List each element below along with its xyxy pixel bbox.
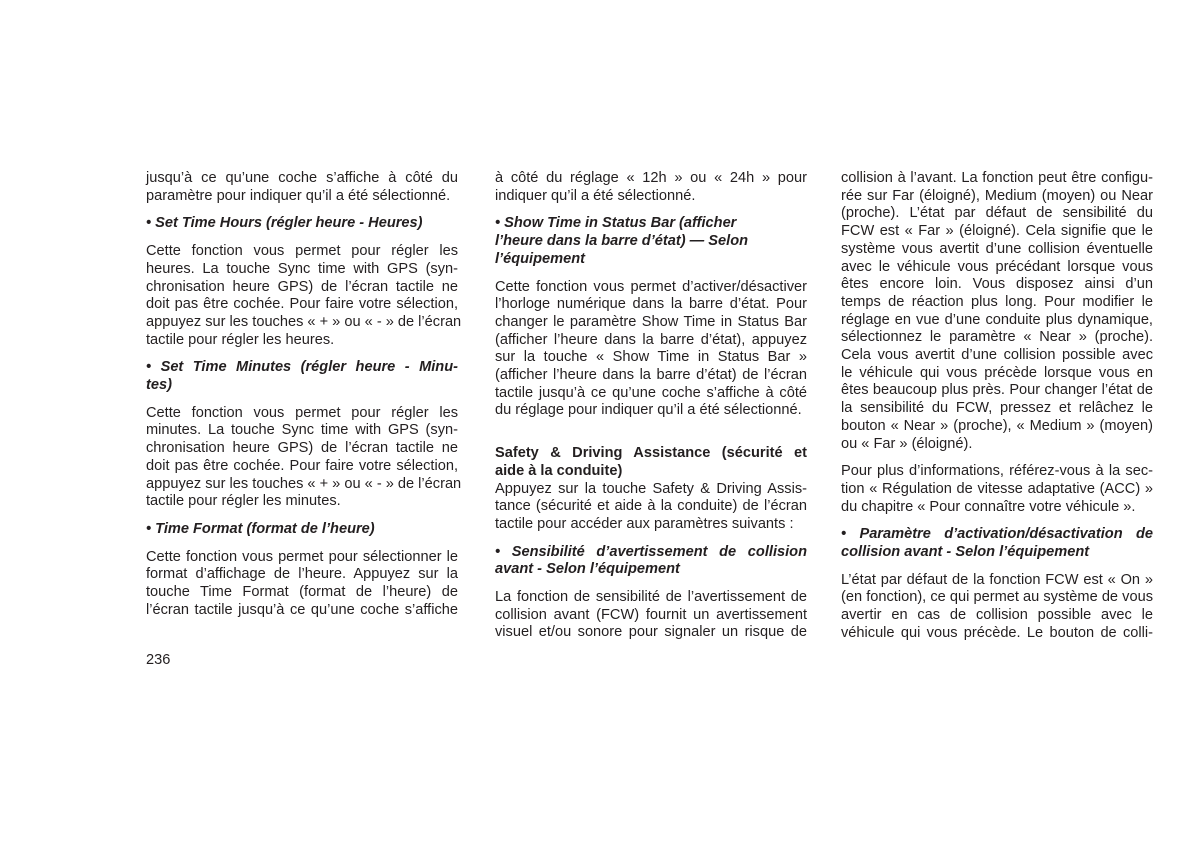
paragraph: Pour plus d’informations, référez-vous à la sec- tion « Régulation de vitesse adaptative (ACC) » du chapitre « Pour connaître votre véhicule ». — [841, 463, 1153, 515]
paragraph: collision à l’avant. La fonction peut être configu- rée sur Far (éloigné), Medium (moyen) ou Near (proche). L’état par défaut de sensibilité du FCW est « Far » (éloigné). Cela signifie que le système vous avertit d’une collision éventuelle avec le véhicule vous précédant lorsque vous êtes encore loin. Vous disposez ainsi d’un temps de réaction plus long. Pour modifier le réglage en vue d’une conduite plus dynamique, sélectionnez le paramètre « Near » (proche). Cela vous avertit d’une collision possible avec le véhicule qui vous précède lorsque vous en êtes beaucoup plus près. Pour changer l’état de la sensibilité du FCW, pressez et relâchez le bouton « Near » (proche), « Medium » (moyen) ou « Far » (éloigné). — [841, 170, 1153, 452]
column-3 — [841, 170, 1153, 643]
paragraph: Cette fonction vous permet d’activer/désactiver l’horloge numérique dans la barre d’état. Pour changer le paramètre Show Time in Status Bar (afficher l’heure dans la barre d’état), appuyez sur la touche « Show Time in Status Bar » (afficher l’heure dans la barre d’état) de l’écran tactile jusqu’à ce qu’une coche s’affiche à côté du réglage pour indiquer qu’il a été sélectionné. — [495, 278, 807, 419]
paragraph: La fonction de sensibilité de l’avertissement de collision avant (FCW) fournit un avertissement visuel et/ou sonore pour signaler un risque de — [495, 589, 807, 641]
paragraph: L’état par défaut de la fonction FCW est « On » (en fonction), ce qui permet au système de vous avertir en cas de collision possible avec le véhicule qui vous précède. Le bouton de colli- — [841, 571, 1153, 641]
bullet-heading: • Time Format (format de l’heure) — [146, 520, 375, 537]
bullet-heading: • Paramètre d’activation/désactivation de collision avant - Selon l’équipement — [841, 526, 1153, 561]
column-1 — [146, 170, 462, 619]
paragraph: à côté du réglage « 12h » ou « 24h » pour indiquer qu’il a été sélectionné. — [495, 170, 807, 204]
page-number: 236 — [146, 652, 171, 668]
bullet-heading: • Set Time Minutes (régler heure - Minu- tes) — [146, 359, 458, 394]
section-heading: Safety & Driving Assistance (sécurité et aide à la conduite) — [495, 445, 807, 479]
paragraph: jusqu’à ce qu’une coche s’affiche à côté du paramètre pour indiquer qu’il a été sélectionné. — [146, 170, 458, 204]
column-2 — [495, 170, 807, 642]
paragraph: Cette fonction vous permet pour régler les heures. La touche Sync time with GPS (syn- chronisation heure GPS) de l’écran tactile ne doit pas être cochée. Pour faire votre sélection, appuyez sur les touches « + » ou « - » de l’écran tactile pour régler les heures. — [146, 243, 462, 348]
bullet-heading: • Show Time in Status Bar (afficher l’heure dans la barre d’état) — Selon l’équipement — [495, 215, 749, 267]
bullet-heading: • Sensibilité d’avertissement de collision avant - Selon l’équipement — [495, 543, 807, 578]
paragraph: Cette fonction vous permet pour régler les minutes. La touche Sync time with GPS (syn- chronisation heure GPS) de l’écran tactile ne doit pas être cochée. Pour faire votre sélection, appuyez sur les touches « + » ou « - » de l’écran tactile pour régler les minutes. — [146, 404, 462, 510]
paragraph: Cette fonction vous permet pour sélectionner le format d’affichage de l’heure. Appuyez sur la touche Time Format (format de l’heure) de l’écran tactile jusqu’à ce qu’une coche s’affiche — [146, 548, 458, 618]
paragraph: Appuyez sur la touche Safety & Driving Assis- tance (sécurité et aide à la conduite) de l’écran tactile pour accéder aux paramètres suivants : — [495, 480, 807, 532]
bullet-heading: • Set Time Hours (régler heure - Heures) — [146, 215, 423, 232]
